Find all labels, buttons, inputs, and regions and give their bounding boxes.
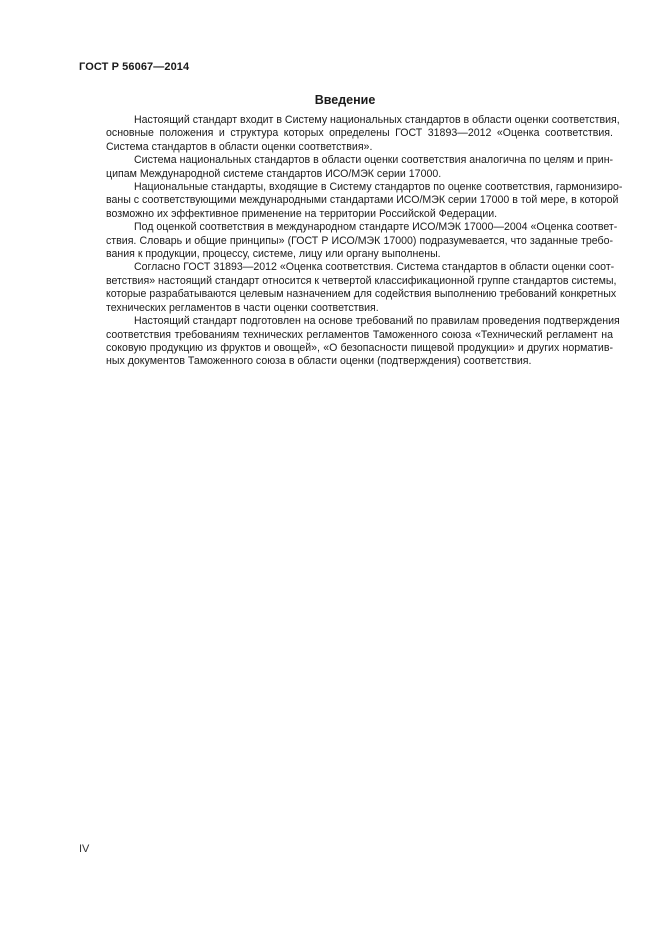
section-title: Введение bbox=[314, 93, 376, 107]
text-line: вания к продукции, процессу, системе, лицу или органу выполнены. bbox=[106, 248, 441, 261]
text-line: Согласно ГОСТ 31893—2012 «Оценка соответствия. Система стандартов в области оценки соот- bbox=[134, 261, 615, 274]
paragraph bbox=[78, 181, 623, 221]
text-line: ветствия» настоящий стандарт относится к четвертой классификационной группе стандартов системы, bbox=[106, 274, 617, 287]
page-number: IV bbox=[79, 843, 90, 855]
text-line: технических регламентов в части оценки соответствия. bbox=[106, 301, 379, 314]
text-line: Национальные стандарты, входящие в Систему стандартов по оценке соответствия, гармонизиро- bbox=[134, 181, 623, 194]
text-line: соответствия требованиям технических регламентов Таможенного союза «Технический регламент на bbox=[106, 328, 613, 341]
paragraph bbox=[78, 221, 618, 261]
paragraph bbox=[78, 114, 620, 154]
text-line: соковую продукцию из фруктов и овощей», «О безопасности пищевой продукции» и других норматив- bbox=[106, 341, 613, 354]
text-line: возможно их эффективное применение на территории Российской Федерации. bbox=[106, 207, 498, 220]
text-line: Система стандартов в области оценки соответствия». bbox=[106, 140, 373, 153]
text-line: Под оценкой соответствия в международном стандарте ИСО/МЭК 17000—2004 «Оценка соответ- bbox=[134, 221, 618, 234]
text-line: Настоящий стандарт подготовлен на основе требований по правилам проведения подтверждения bbox=[134, 315, 620, 328]
text-line: ваны с соответствующими международными стандартами ИСО/МЭК серии 17000 в той мере, в которой bbox=[106, 194, 619, 207]
text-line: ных документов Таможенного союза в области оценки (подтверждения) соответствия. bbox=[106, 355, 532, 368]
text-line: ствия. Словарь и общие принципы» (ГОСТ Р ИСО/МЭК 17000) подразумевается, что заданные требо- bbox=[106, 234, 613, 247]
text-line: Система национальных стандартов в области оценки соответствия аналогична по целям и прин- bbox=[134, 154, 614, 167]
paragraph bbox=[78, 154, 613, 181]
paragraph bbox=[78, 315, 620, 369]
text-line: основные положения и структура которых определены ГОСТ 31893—2012 «Оценка соответствия. bbox=[106, 127, 613, 140]
text-line: Настоящий стандарт входит в Систему национальных стандартов в области оценки соответствия, bbox=[134, 114, 620, 126]
document-code: ГОСТ Р 56067—2014 bbox=[79, 61, 190, 73]
text-line: которые разрабатываются целевым назначением для содействия выполнению требований конкретных bbox=[106, 288, 617, 301]
introduction-body bbox=[78, 114, 623, 369]
text-line: ципам Международной системе стандартов ИСО/МЭК серии 17000. bbox=[106, 167, 442, 180]
paragraph bbox=[78, 261, 617, 315]
